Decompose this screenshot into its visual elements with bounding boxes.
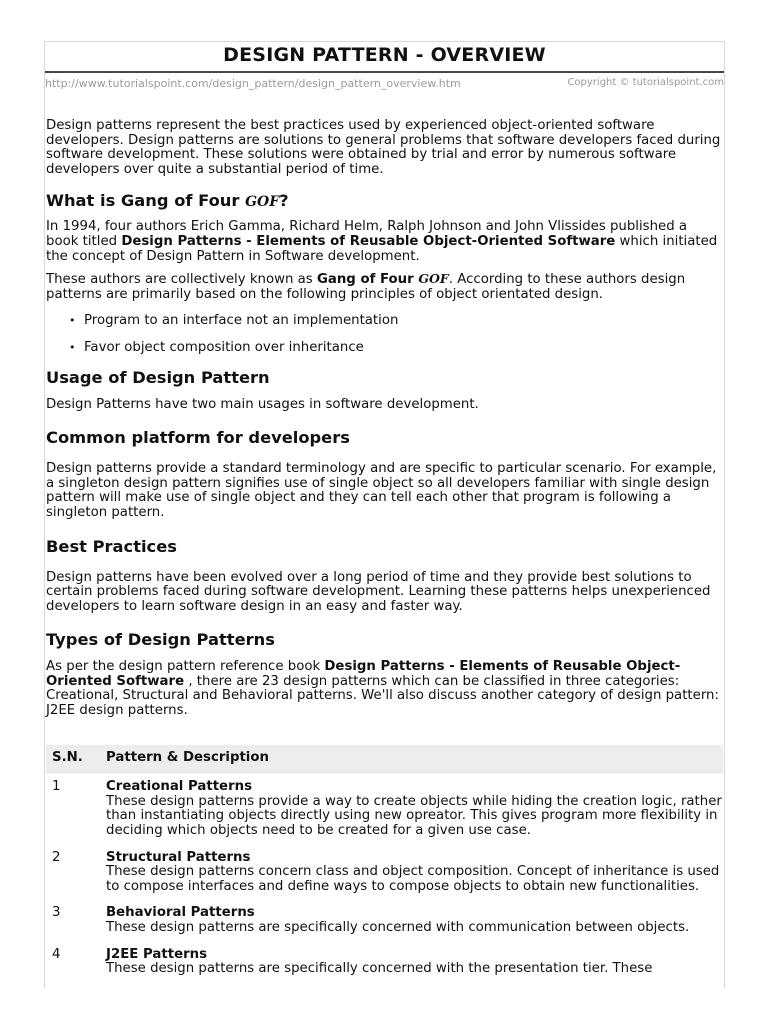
document-page: [44, 41, 725, 988]
row-description: These design patterns provide a way to create objects while hiding the creation logic, rather than instantiating objects directly using new opreator. This gives program more flexibility in deciding which objects need to be created for a given use case.: [106, 793, 722, 839]
table-row: [46, 773, 723, 839]
gof-p2-text-a: These authors are collectively known as: [46, 272, 317, 288]
best-practices-paragraph: Design patterns have been evolved over a long period of time and they provide best solutions to certain problems faced during software development. Learning these patterns helps unexperienced developers to learn software design in an easy and faster way.: [46, 569, 711, 614]
usage-heading: Usage of Design Pattern: [46, 367, 270, 387]
types-paragraph: [46, 660, 723, 718]
gof-paragraph-2: [46, 272, 723, 302]
principles-list: [46, 314, 723, 355]
column-header-sn: S.N.: [46, 745, 106, 773]
types-heading: Types of Design Patterns: [46, 630, 275, 650]
copyright-notice: Copyright © tutorialspoint.com: [567, 77, 724, 88]
row-title: Behavioral Patterns: [106, 905, 255, 921]
gof-heading-suffix: ?: [279, 191, 289, 211]
list-item: [46, 341, 723, 356]
gof-p1-text-b: which initiated the concept of Design Pattern in Software development.: [46, 233, 718, 264]
row-title: J2EE Patterns: [106, 946, 208, 962]
list-item-text: Program to an interface not an implementation: [84, 313, 399, 329]
row-description: These design patterns are specifically concerned with communication between objects.: [106, 920, 690, 935]
gof-heading-abbr: GOF: [245, 194, 280, 211]
common-platform-paragraph: Design patterns provide a standard terminology and are specific to particular scenario. For example, a singleton design pattern signifies use of single object so all developers familiar with single design pattern will make use of single object and they can tell each other that program is following a singleton pattern.: [46, 461, 717, 520]
types-text-a: As per the design pattern reference book: [46, 659, 325, 675]
article-body: [45, 119, 724, 977]
gof-heading-text: What is Gang of Four: [46, 191, 246, 211]
gof-paragraph-1: [46, 220, 723, 264]
intro-paragraph: Design patterns represent the best practices used by experienced object-oriented software developers. Design patterns are solutions to general problems that software developers faced during software development. These solutions were obtained by trial and error by numerous software developers over quite a substantial period of time.: [46, 118, 721, 177]
gof-heading: [46, 191, 723, 212]
row-sn: 1: [52, 779, 61, 795]
row-content: [106, 839, 723, 895]
row-title: Structural Patterns: [106, 849, 251, 865]
bullet-icon: •: [69, 314, 76, 328]
bullet-icon: •: [69, 340, 76, 354]
book-title-bold: Design Patterns - Elements of Reusable Object-Oriented Software: [121, 233, 616, 249]
list-item: [46, 314, 723, 329]
best-practices-heading: Best Practices: [46, 536, 177, 556]
gof-p1-text-a: In 1994, four authors Erich Gamma, Richard Helm, Ralph Johnson and John Vlissides published a book titled: [46, 219, 688, 249]
page-title: DESIGN PATTERN - OVERVIEW: [45, 42, 724, 73]
common-platform-heading: Common platform for developers: [46, 428, 350, 448]
patterns-table: [46, 745, 723, 977]
row-description: These design patterns are specifically concerned with the presentation tier. These: [106, 961, 653, 977]
row-title: Creational Patterns: [106, 779, 253, 795]
types-book-title-bold: Design Patterns - Elements of Reusable Object-Oriented Software: [46, 659, 681, 689]
list-item-text: Favor object composition over inheritance: [84, 339, 364, 355]
source-url: http://www.tutorialspoint.com/design_pattern/design_pattern_overview.htm: [45, 77, 461, 90]
row-sn: 2: [52, 849, 61, 865]
usage-paragraph: Design Patterns have two main usages in software development.: [46, 396, 479, 412]
row-sn: 4: [52, 946, 61, 962]
row-content: [106, 936, 723, 977]
table-row: [46, 839, 723, 895]
row-content: [106, 773, 723, 839]
column-header-description: Pattern & Description: [106, 745, 723, 773]
gof-inline-abbr: GOF: [418, 271, 449, 287]
table-header-row: [46, 745, 723, 773]
page-meta: [45, 73, 724, 93]
row-content: [106, 894, 723, 935]
table-row: [46, 936, 723, 977]
row-description: These design patterns concern class and object composition. Concept of inheritance is used to compose interfaces and define ways to compose objects to obtain new functionalities.: [106, 864, 720, 894]
gof-p2-text-b: . According to these authors design patterns are primarily based on the following principles of object orientated design.: [46, 272, 686, 302]
table-row: [46, 894, 723, 935]
row-sn: 3: [52, 905, 61, 921]
gang-of-four-bold: Gang of Four: [316, 272, 419, 288]
types-text-b: , there are 23 design patterns which can be classified in three categories: Creational, Structural and Behavioral patterns. We'll also discuss another category of design pattern: J2EE design patterns.: [46, 673, 719, 719]
